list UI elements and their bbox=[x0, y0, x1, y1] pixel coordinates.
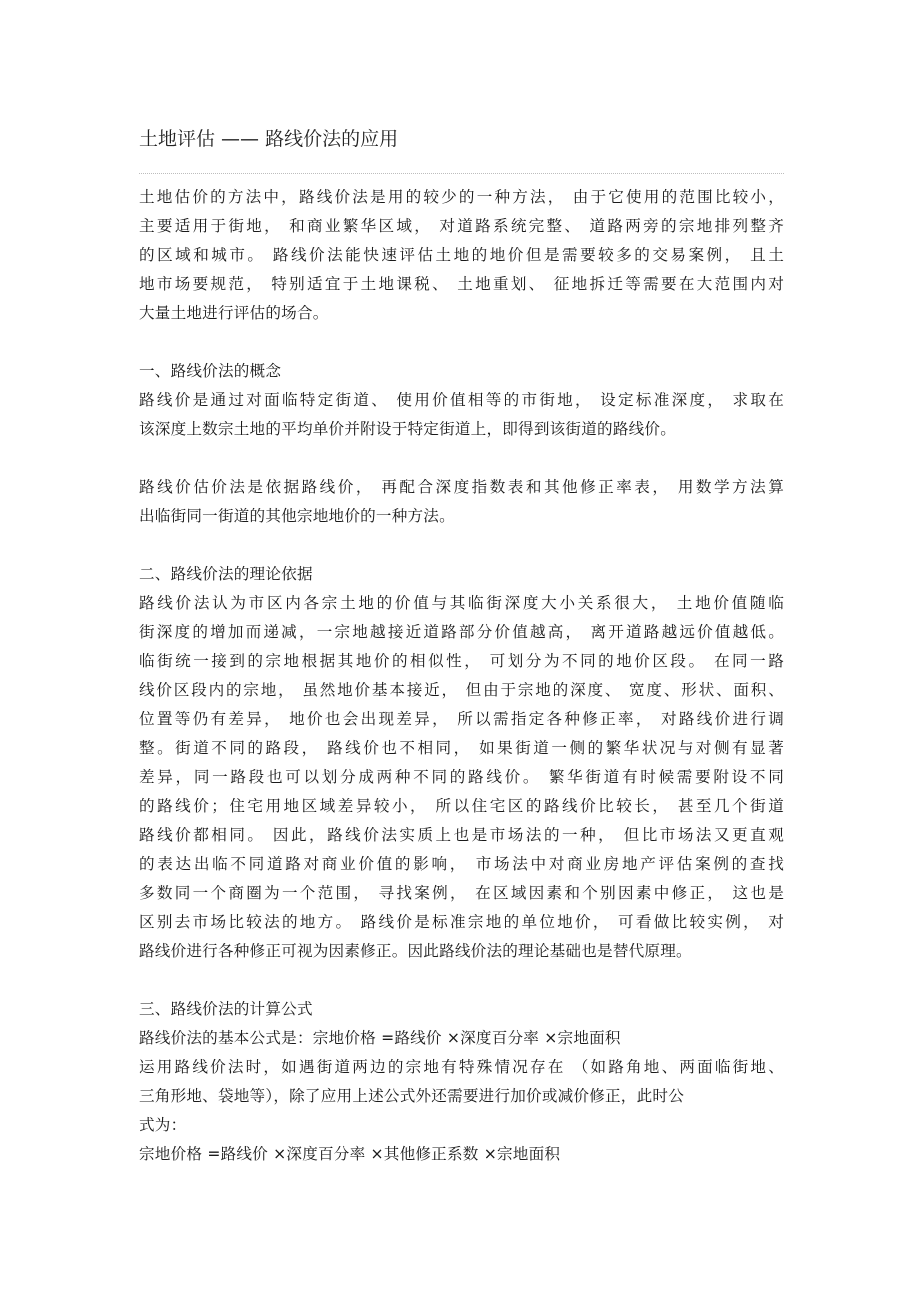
text-line: 街深度的增加而递减，一宗地越接近道路部分价值越高， 离开道路越远价值越低。 bbox=[139, 623, 784, 641]
text-line: 土地估价的方法中，路线价法是用的较少的一种方法， 由于它使用的范围比较小， bbox=[139, 188, 784, 206]
text-line: 区别去市场比较法的地方。 路线价是标准宗地的单位地价， 可看做比较实例， 对 bbox=[139, 913, 784, 931]
section-heading: 三、路线价法的计算公式 bbox=[139, 1000, 313, 1018]
text-line: 的路线价；住宅用地区域差异较小， 所以住宅区的路线价比较长， 甚至几个街道 bbox=[139, 797, 784, 815]
section-1 bbox=[139, 357, 784, 444]
text-line: 的区域和城市。 路线价法能快速评估土地的地价但是需要较多的交易案例， 且土 bbox=[139, 246, 784, 264]
section-heading: 二、路线价法的理论依据 bbox=[139, 565, 313, 583]
formula-line: 路线价法的基本公式是：宗地价格 =路线价 ×深度百分率 ×宗地面积 bbox=[139, 1029, 621, 1047]
text-line: 线价区段内的宗地， 虽然地价基本接近， 但由于宗地的深度、 宽度、形状、面积、 bbox=[139, 681, 784, 699]
text-line: 路线价是通过对面临特定街道、 使用价值相等的市街地， 设定标准深度， 求取在 bbox=[139, 391, 784, 409]
text-line: 路线价估价法是依据路线价， 再配合深度指数表和其他修正率表， 用数学方法算 bbox=[139, 478, 784, 496]
text-line: 路线价都相同。 因此，路线价法实质上也是市场法的一种， 但比市场法又更直观 bbox=[139, 826, 784, 844]
text-line: 的表达出临不同道路对商业价值的影响， 市场法中对商业房地产评估案例的查找 bbox=[139, 855, 784, 873]
paragraph-gap bbox=[139, 444, 784, 473]
text-line: 临街统一接到的宗地根据其地价的相似性， 可划分为不同的地价区段。 在同一路 bbox=[139, 652, 784, 670]
title-divider bbox=[139, 173, 784, 174]
document-body bbox=[139, 183, 784, 1169]
section-heading: 一、路线价法的概念 bbox=[139, 362, 282, 380]
paragraph-gap bbox=[139, 531, 784, 560]
intro-paragraph bbox=[139, 183, 784, 328]
text-line: 地市场要规范， 特别适宜于土地课税、 土地重划、 征地拆迁等需要在大范围内对 bbox=[139, 275, 784, 293]
paragraph-gap bbox=[139, 328, 784, 357]
text-line: 式为： bbox=[139, 1116, 187, 1134]
text-line: 位置等仍有差异， 地价也会出现差异， 所以需指定各种修正率， 对路线价进行调 bbox=[139, 710, 784, 728]
text-line: 多数同一个商圈为一个范围， 寻找案例， 在区域因素和个别因素中修正， 这也是 bbox=[139, 884, 784, 902]
section-1-paragraph-2 bbox=[139, 473, 784, 531]
text-line: 该深度上数宗土地的平均单价并附设于特定街道上，即得到该街道的路线价。 bbox=[139, 420, 676, 438]
text-line: 出临街同一街道的其他宗地地价的一种方法。 bbox=[139, 507, 455, 525]
text-line: 大量土地进行评估的场合。 bbox=[139, 304, 329, 322]
text-line: 整。街道不同的路段， 路线价也不相同， 如果街道一侧的繁华状况与对侧有显著 bbox=[139, 739, 784, 757]
section-3 bbox=[139, 995, 784, 1169]
formula-line: 宗地价格 =路线价 ×深度百分率 ×其他修正系数 ×宗地面积 bbox=[139, 1145, 561, 1163]
text-line: 运用路线价法时，如遇街道两边的宗地有特殊情况存在 （如路角地、两面临街地、 bbox=[139, 1058, 784, 1076]
document-title: 土地评估 —— 路线价法的应用 bbox=[139, 128, 399, 150]
text-line: 主要适用于街地， 和商业繁华区域， 对道路系统完整、 道路两旁的宗地排列整齐 bbox=[139, 217, 784, 235]
paragraph-gap bbox=[139, 966, 784, 995]
text-line: 路线价法认为市区内各宗土地的价值与其临街深度大小关系很大， 土地价值随临 bbox=[139, 594, 784, 612]
text-line: 路线价进行各种修正可视为因素修正。因此路线价法的理论基础也是替代原理。 bbox=[139, 942, 692, 960]
text-line: 差异，同一路段也可以划分成两种不同的路线价。 繁华街道有时候需要附设不同 bbox=[139, 768, 784, 786]
section-2 bbox=[139, 560, 784, 966]
text-line: 三角形地、袋地等），除了应用上述公式外还需要进行加价或减价修正，此时公 bbox=[139, 1087, 684, 1105]
